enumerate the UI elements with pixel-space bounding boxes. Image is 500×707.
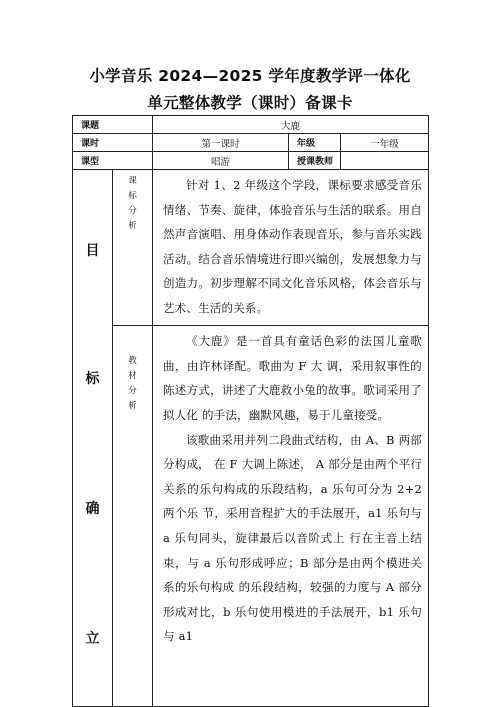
- material-label-cell: [113, 326, 153, 707]
- goal-char: 立: [85, 631, 100, 647]
- grade-value: 一年级: [341, 134, 429, 152]
- standards-label: 课标分析: [128, 176, 137, 231]
- grade-label: 年级: [289, 134, 341, 152]
- goal-section-label: [73, 170, 113, 707]
- standards-label-cell: [113, 170, 153, 326]
- teacher-label: 授课教师: [289, 152, 341, 170]
- table-row: [73, 326, 429, 707]
- page-title: 小学音乐 2024—2025 学年度教学评一体化: [89, 67, 411, 85]
- type-value: 唱游: [153, 152, 289, 170]
- material-label: 教材分析: [128, 356, 137, 412]
- table-row: [73, 116, 429, 134]
- lesson-label: 课时: [73, 134, 153, 152]
- table-row: [73, 170, 429, 326]
- standards-text: 针对 1、2 年级这个学段，课标要求感受音乐情绪、节奏、旋律，体验音乐与生活的联系。用自然声音演唱、用身体动作表现音乐，参与音乐实践活动。结合音乐情境进行即兴编创，发展想象力与创造力。初步理解不同文化音乐风格，体会音乐与艺术、生活的关系。: [163, 178, 423, 315]
- goal-char: 标: [85, 371, 100, 387]
- standards-text-cell: [153, 170, 429, 326]
- teacher-value: [341, 152, 429, 170]
- page-subtitle: 单元整体教学（课时）备课卡: [147, 94, 353, 112]
- topic-value: 大鹿: [153, 116, 429, 134]
- lesson-value: 第一课时: [153, 134, 289, 152]
- table-row: [73, 152, 429, 170]
- table-row: [73, 134, 429, 152]
- type-label: 课型: [73, 152, 153, 170]
- goal-char: 确: [85, 501, 100, 517]
- material-paragraph: 《大鹿》是一首具有童话色彩的法国儿童歌曲，由许林译配。歌曲为 F 大 调，采用叙事性的陈述方式，讲述了大鹿救小兔的故事。歌词采用了拟人化 的手法，幽默风趣，易于儿童接受。: [163, 334, 423, 423]
- material-text-cell: [153, 326, 429, 707]
- lesson-plan-table: [72, 115, 429, 707]
- topic-label: 课题: [73, 116, 153, 134]
- material-paragraph: 该歌曲采用并列二段曲式结构，由 A、B 两部分构成， 在 F 大调上陈述， A 部分是由两个平行关系的乐句构成的乐段结构，a 乐句可分为 2+2 两个乐 节，采用音程扩大的手法展开，a1 乐句与 a 乐句同头，旋律最后以音阶式上 行在主音上结束，与 a 乐句形成呼应；B 部分是由两个模进关系的乐句构成 的乐段结构，较强的力度与 A 部分形成对比，b 乐句使用模进的手法展开，b1 乐句与 a1: [163, 432, 423, 644]
- goal-char: 目: [85, 243, 100, 259]
